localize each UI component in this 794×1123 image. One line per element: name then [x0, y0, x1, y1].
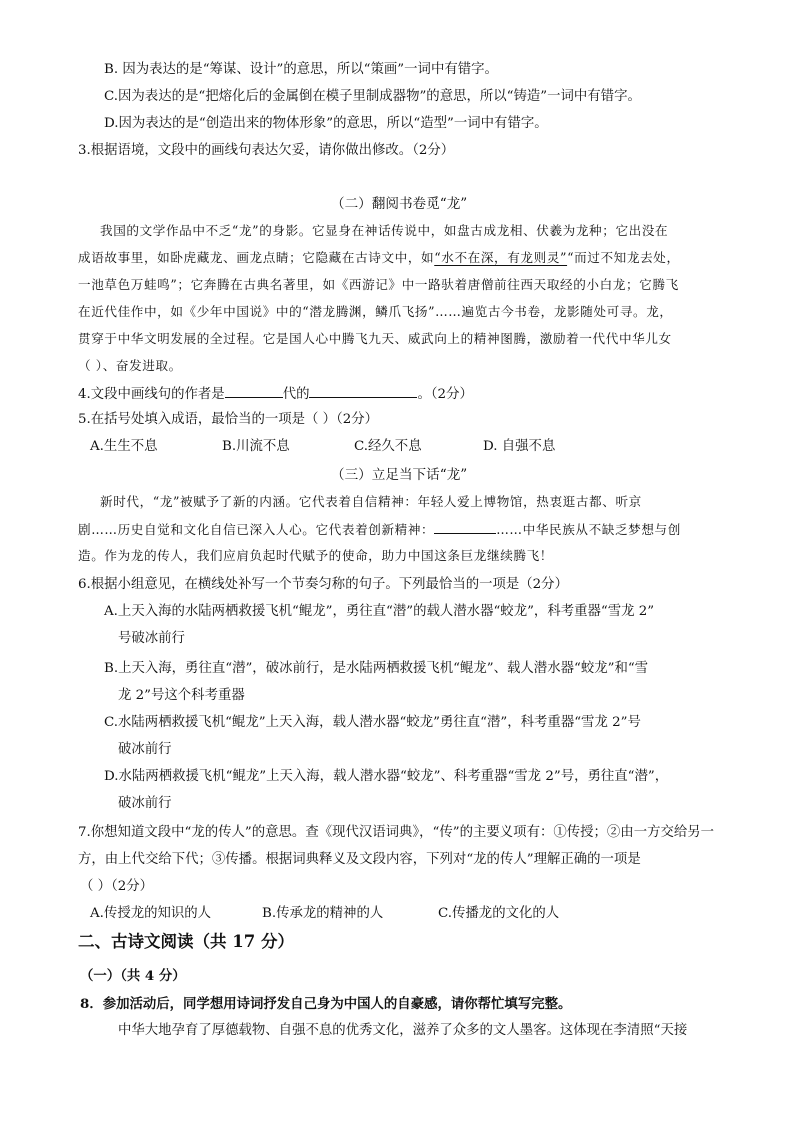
section-2-title: （二）翻阅书卷觅“龙”: [331, 196, 468, 212]
question-5: 5.在括号处填入成语，最恰当的一项是（ ）（2分）: [78, 412, 379, 427]
q6-option-b-line-2: 龙 2”号这个科考重器: [118, 688, 245, 703]
passage-2-line-2: [78, 248, 680, 268]
question-4-stem: 4.文段中画线句的作者是: [78, 387, 225, 402]
question-7-line-2: 方，由上代交给下代；③传播。根据词典释义及文段内容，下列对“龙的传人”理解正确的一项是: [78, 852, 641, 867]
passage-3-line-3: 造。作为龙的传人，我们应肩负起时代赋予的使命，助力中国这条巨龙继续腾飞！: [78, 548, 553, 563]
q5-option-a: A.生生不息: [90, 439, 158, 454]
q5-option-c: C.经久不息: [354, 439, 422, 454]
answer-blank-author[interactable]: [309, 383, 417, 398]
option-c: C.因为表达的是“把熔化后的金属倒在模子里制成器物”的意思，所以“铸造”一词中有错字。: [104, 89, 641, 104]
q7-option-b: B.传承龙的精神的人: [262, 906, 384, 921]
q6-option-a-line-1: A.上天入海的水陆两栖救援飞机“鲲龙”，勇往直“潜”的载人潜水器“蛟龙”，科考重器“雪龙 2”: [104, 604, 655, 619]
passage-2-line-3: 一池草色万蛙鸣”；它奔腾在古典名著里，如《西游记》中一路驮着唐僧前往西天取经的小白龙；它腾飞: [78, 277, 679, 292]
passage-2-line-1: 我国的文学作品中不乏“龙”的身影。它显身在神话传说中，如盘古成龙相、伏羲为龙种；它出没在: [100, 223, 669, 238]
passage-3-line-2-text: 剧……历史自觉和文化自信已深入人心。它代表着创新精神：: [78, 522, 435, 537]
question-7-line-1: 7.你想知道文段中“龙的传人”的意思。查《现代汉语词典》，“传”的主要义项有：①传授；②由一方交给另一: [78, 825, 715, 840]
question-4-end: 。（2分）: [417, 387, 473, 402]
question-6: 6.根据小组意见，在横线处补写一个节奏匀称的句子。下列最恰当的一项是（2分）: [78, 577, 568, 592]
passage-2-line-2-end: “而过不知龙去处，: [567, 250, 680, 265]
option-b: B. 因为表达的是“筹谋、设计”的意思，所以“策画”一词中有错字。: [104, 62, 498, 77]
q6-option-a-line-2: 号破冰前行: [118, 631, 185, 646]
passage-2-line-2-text: 成语故事里，如卧虎藏龙、画龙点睛；它隐藏在古诗文中，如: [78, 250, 435, 265]
passage-3-line-2: [78, 519, 681, 540]
passage-2-line-5: 贯穿于中华文明发展的全过程。它是国人心中腾飞九天、威武向上的精神图腾，激励着一代代中华儿女: [78, 331, 672, 346]
part-2-passage-line-1: 中华大地孕育了厚德载物、自强不息的优秀文化，滋养了众多的文人墨客。这体现在李清照“天接: [118, 1023, 688, 1038]
section-3-title: （三）立足当下话“龙”: [331, 467, 468, 483]
q6-option-b-line-1: B.上天入海，勇往直“潜”，破冰前行，是水陆两栖救援飞机“鲲龙”、载人潜水器“蛟龙”和“雪: [104, 661, 649, 676]
question-4: [78, 383, 473, 405]
q6-option-d-line-2: 破冰前行: [118, 796, 172, 811]
passage-blank: [434, 519, 496, 534]
passage-2-line-4: 在近代佳作中，如《少年中国说》中的“潜龙腾渊，鳞爪飞扬”……遍览古今书卷，龙影随处可寻。龙，: [78, 304, 673, 319]
passage-2-line-6: （ ）、奋发进取。: [78, 358, 182, 373]
q6-option-c-line-1: C.水陆两栖救援飞机“鲲龙”上天入海，载人潜水器“蛟龙”勇往直“潜”，科考重器“雪龙 2”号: [104, 715, 641, 730]
answer-blank-dynasty[interactable]: [225, 383, 283, 398]
q7-option-c: C.传播龙的文化的人: [438, 906, 560, 921]
q6-option-c-line-2: 破冰前行: [118, 742, 172, 757]
q5-option-d: D. 自强不息: [483, 439, 556, 454]
part-2-heading: 二、古诗文阅读（共 17 分）: [78, 932, 294, 951]
question-4-mid: 代的: [282, 387, 310, 402]
option-d: D.因为表达的是“创造出来的物体形象”的意思，所以“造型”一词中有错字。: [104, 116, 548, 131]
part-2-subsection: （一）（共 4 分）: [80, 968, 186, 984]
passage-3-line-2-end: ……中华民族从不缺乏梦想与创: [496, 522, 681, 537]
question-8: 8．参加活动后，同学想用诗词抒发自己身为中国人的自豪感，请你帮忙填写完整。: [80, 996, 572, 1012]
question-7-line-3: （ ）（2分）: [80, 879, 154, 894]
q7-option-a: A.传授龙的知识的人: [90, 906, 212, 921]
passage-3-line-1: 新时代，“龙”被赋予了新的内涵。它代表着自信精神：年轻人爱上博物馆，热衷逛古都、听京: [100, 494, 642, 509]
question-3: 3.根据语境，文段中的画线句表达欠妥，请你做出修改。（2分）: [78, 143, 455, 158]
q5-option-b: B.川流不息: [222, 439, 290, 454]
q6-option-d-line-1: D.水陆两栖救援飞机“鲲龙”上天入海，载人潜水器“蛟龙”、科考重器“雪龙 2”号，勇往直“潜”，: [104, 769, 669, 784]
underlined-sentence: “水不在深，有龙则灵”: [434, 250, 568, 265]
